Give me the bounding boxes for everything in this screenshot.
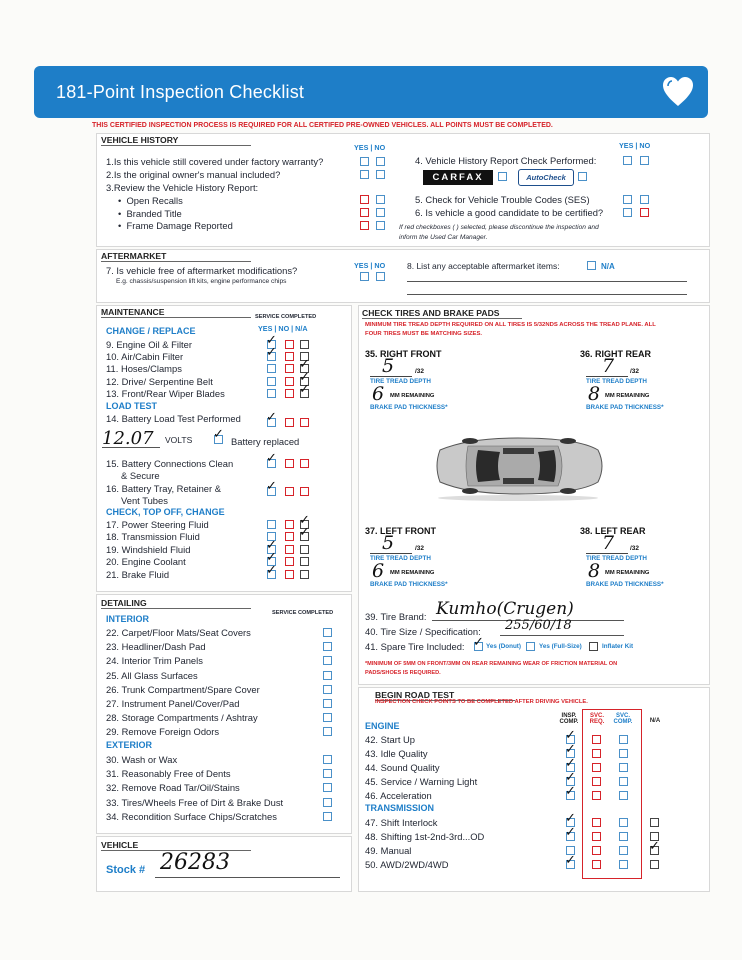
detailing-checkbox[interactable]	[323, 769, 332, 778]
q6-no-checkbox[interactable]	[640, 208, 649, 217]
engine-heading: ENGINE	[365, 721, 400, 731]
tire-brand-value[interactable]: Kumho(Crugen)	[436, 599, 574, 619]
item18-no-checkbox[interactable]	[285, 532, 294, 541]
autocheck-checkbox[interactable]	[578, 172, 587, 181]
change-replace-heading: CHANGE / REPLACE	[106, 326, 196, 336]
right-front-tread[interactable]: 5	[382, 355, 395, 377]
maint-item-16-cont: Vent Tubes	[121, 495, 168, 506]
maint-item-16: 16. Battery Tray, Retainer &	[106, 483, 221, 494]
na-checkbox[interactable]	[650, 818, 659, 827]
left-rear-tread[interactable]: 7	[602, 532, 615, 554]
item14-no-checkbox[interactable]	[285, 418, 294, 427]
checkmark-icon: ✓	[299, 525, 310, 540]
red-checkbox-note-2: inform the Used Car Manager.	[399, 234, 488, 241]
q6-yes-checkbox[interactable]	[623, 208, 632, 217]
item13-no-checkbox[interactable]	[285, 389, 294, 398]
detailing-checkbox[interactable]	[323, 783, 332, 792]
detailing-checkbox[interactable]	[323, 642, 332, 651]
tire-size-value[interactable]: 255/60/18	[505, 618, 572, 633]
detailing-checkbox[interactable]	[323, 812, 332, 821]
maintenance-title: MAINTENANCE	[101, 307, 251, 318]
checkmark-icon: ✓	[565, 756, 576, 771]
item15-no-checkbox[interactable]	[285, 459, 294, 468]
item17-no-checkbox[interactable]	[285, 520, 294, 529]
road-test-item: 44. Sound Quality	[365, 762, 440, 773]
detailing-checkbox[interactable]	[323, 798, 332, 807]
maint-item-15-cont: & Secure	[121, 470, 160, 481]
detailing-item: 28. Storage Compartments / Ashtray	[106, 712, 258, 724]
rr-tread-line	[586, 376, 628, 377]
detailing-checkbox[interactable]	[323, 656, 332, 665]
svc-columns-frame	[582, 709, 642, 879]
road-test-item: 50. AWD/2WD/4WD	[365, 859, 449, 870]
q5-yes-checkbox[interactable]	[623, 195, 632, 204]
maint-item-15: 15. Battery Connections Clean	[106, 458, 234, 469]
tread-requirement-2: FOUR TIRES MUST BE MATCHING SIZES.	[365, 331, 483, 337]
detailing-item: 32. Remove Road Tar/Oil/Stains	[106, 782, 240, 794]
item12-no-checkbox[interactable]	[285, 377, 294, 386]
carfax-logo: CARFAX	[423, 170, 493, 185]
item20-na-checkbox[interactable]	[300, 557, 309, 566]
history-item-1: 1.Is this vehicle still covered under factory warranty?	[106, 156, 324, 167]
detailing-item: 23. Headliner/Dash Pad	[106, 641, 206, 653]
road-test-item: 43. Idle Quality	[365, 748, 428, 759]
service-completed-label: SERVICE COMPLETED	[255, 314, 317, 320]
maint-item-9: 9. Engine Oil & Filter	[106, 339, 192, 350]
aftermarket-list-label: 8. List any acceptable aftermarket items:	[407, 261, 560, 271]
detailing-item: 30. Wash or Wax	[106, 754, 178, 765]
detailing-checkbox[interactable]	[323, 727, 332, 736]
checkmark-icon: ✓	[565, 784, 576, 799]
maint-item-10: 10. Air/Cabin Filter	[106, 351, 184, 362]
frame-no-checkbox[interactable]	[376, 221, 385, 230]
maintenance-yes-no-na: YES | NO | N/A	[258, 324, 308, 333]
svc-req-checkbox[interactable]	[592, 777, 601, 786]
lf-pad-label: BRAKE PAD THICKNESS*	[370, 581, 448, 588]
road-test-item: 42. Start Up	[365, 734, 416, 745]
detailing-item: 29. Remove Foreign Odors	[106, 726, 220, 738]
q1-yes-checkbox[interactable]	[360, 157, 369, 166]
maint-item-11: 11. Hoses/Clamps	[106, 363, 182, 374]
right-front-pad[interactable]: 6	[372, 383, 385, 405]
left-front-label: 37. LEFT FRONT	[365, 526, 437, 536]
svc-comp-checkbox[interactable]	[619, 832, 628, 841]
pad-minimum-note-2: PADS/SHOES IS REQUIRED.	[365, 670, 441, 676]
detailing-item: 25. All Glass Surfaces	[106, 669, 198, 681]
lr-tread-line	[586, 553, 628, 554]
volts-underline	[102, 447, 160, 448]
road-test-item: 47. Shift Interlock	[365, 817, 438, 828]
item16-na-checkbox[interactable]	[300, 487, 309, 496]
left-front-pad[interactable]: 6	[372, 560, 385, 582]
road-test-title: BEGIN ROAD TEST	[375, 690, 515, 701]
stock-underline	[155, 877, 340, 878]
q7-yes-checkbox[interactable]	[360, 272, 369, 281]
item15-na-checkbox[interactable]	[300, 459, 309, 468]
lf-tread-line	[370, 553, 412, 554]
checkmark-icon: ✓	[266, 550, 277, 565]
lf-per32: /32	[415, 545, 425, 552]
tread-requirement-1: MINIMUM TIRE TREAD DEPTH REQUIRED ON ALL TIRES IS 5/32NDS ACROSS THE TREAD PLANE. ALL	[365, 322, 656, 328]
item19-na-checkbox[interactable]	[300, 545, 309, 554]
frame-yes-checkbox[interactable]	[360, 221, 369, 230]
svc-req-checkbox[interactable]	[592, 735, 601, 744]
load-test-heading: LOAD TEST	[106, 401, 157, 411]
maint-item-12: 12. Drive/ Serpentine Belt	[106, 376, 213, 387]
spare-donut-label: Yes (Donut)	[486, 643, 521, 650]
detailing-item: 34. Recondition Surface Chips/Scratches	[106, 810, 277, 822]
rf-tread-line	[370, 376, 412, 377]
item20-no-checkbox[interactable]	[285, 557, 294, 566]
history-item-open-recalls: • Open Recalls	[118, 195, 183, 206]
volts-label: VOLTS	[165, 435, 193, 445]
detailing-title: DETAILING	[101, 598, 251, 609]
aftermarket-sub: E.g. chassis/suspension lift kits, engine performance chips	[116, 278, 287, 285]
detailing-checkbox[interactable]	[323, 699, 332, 708]
item21-no-checkbox[interactable]	[285, 570, 294, 579]
spare-tire-label: 41. Spare Tire Included:	[365, 641, 465, 652]
checkmark-icon: ✓	[649, 839, 660, 854]
q2-no-checkbox[interactable]	[376, 170, 385, 179]
svc-req-checkbox[interactable]	[592, 846, 601, 855]
aftermarket-na-label: N/A	[601, 262, 615, 271]
na-header: N/A	[649, 718, 661, 724]
item16-no-checkbox[interactable]	[285, 487, 294, 496]
vehicle-title: VEHICLE	[101, 840, 251, 851]
volts-value[interactable]: 12.07	[102, 428, 154, 449]
left-rear-label: 38. LEFT REAR	[580, 526, 646, 536]
item13-yes-checkbox[interactable]	[267, 389, 276, 398]
checkmark-icon: ✓	[565, 742, 576, 757]
item10-no-checkbox[interactable]	[285, 352, 294, 361]
detailing-item: 27. Instrument Panel/Cover/Pad	[106, 698, 240, 709]
rf-pad-label: BRAKE PAD THICKNESS*	[370, 404, 448, 411]
car-top-view-image	[428, 430, 608, 502]
maint-item-13: 13. Front/Rear Wiper Blades	[106, 388, 225, 399]
lr-tread-label: TIRE TREAD DEPTH	[586, 555, 647, 562]
svc-req-checkbox[interactable]	[592, 749, 601, 758]
aftermarket-title: AFTERMARKET	[101, 251, 251, 262]
svc-comp-checkbox[interactable]	[619, 735, 628, 744]
maint-item-20: 20. Engine Coolant	[106, 556, 186, 567]
carfax-checkbox[interactable]	[498, 172, 507, 181]
certification-notice: THIS CERTIFIED INSPECTION PROCESS IS REQUIRED FOR ALL CERTIFED PRE-OWNED VEHICLES. ALL POINTS MUST BE COMPLETED.	[92, 122, 553, 129]
spare-inflater-checkbox[interactable]	[589, 642, 598, 651]
checkmark-icon: ✓	[266, 345, 277, 360]
right-rear-pad[interactable]: 8	[588, 383, 601, 405]
checkmark-icon: ✓	[565, 811, 576, 826]
q2-yes-checkbox[interactable]	[360, 170, 369, 179]
checkmark-icon: ✓	[213, 427, 224, 442]
item19-no-checkbox[interactable]	[285, 545, 294, 554]
road-test-sub: INSPECTION CHECK POINTS TO BE COMPLETED AFTER DRIVING VEHICLE.	[375, 699, 588, 705]
aftermarket-list-line-2[interactable]	[407, 294, 687, 295]
detailing-checkbox[interactable]	[323, 671, 332, 680]
svc-comp-checkbox[interactable]	[619, 818, 628, 827]
checkmark-icon: ✓	[473, 635, 484, 650]
item21-na-checkbox[interactable]	[300, 570, 309, 579]
checkmark-icon: ✓	[565, 825, 576, 840]
item11-yes-checkbox[interactable]	[267, 364, 276, 373]
rr-mm-label: MM REMAINING	[605, 393, 650, 399]
spare-fullsize-checkbox[interactable]	[526, 642, 535, 651]
lf-mm-label: MM REMAINING	[390, 570, 435, 576]
checkmark-icon: ✓	[266, 333, 277, 348]
interior-heading: INTERIOR	[106, 614, 150, 624]
vehicle-history-title: VEHICLE HISTORY	[101, 135, 251, 146]
header-banner	[34, 66, 708, 118]
history-item-4: 4. Vehicle History Report Check Performed:	[415, 155, 597, 166]
checkmark-icon: ✓	[266, 451, 277, 466]
tires-title: CHECK TIRES AND BRAKE PADS	[362, 308, 522, 319]
detailing-item: 33. Tires/Wheels Free of Dirt & Brake Dust	[106, 796, 284, 808]
svc-comp-checkbox[interactable]	[619, 860, 628, 869]
svc-comp-checkbox[interactable]	[619, 777, 628, 786]
page-title: 181-Point Inspection Checklist	[56, 82, 305, 102]
rr-pad-label: BRAKE PAD THICKNESS*	[586, 404, 664, 411]
rf-per32: /32	[415, 368, 425, 375]
history-item-frame-damage: • Frame Damage Reported	[118, 220, 233, 231]
checkmark-icon: ✓	[299, 370, 310, 385]
lf-tread-label: TIRE TREAD DEPTH	[370, 555, 431, 562]
checkmark-icon: ✓	[565, 728, 576, 743]
tire-size-line	[500, 635, 624, 636]
svc-req-checkbox[interactable]	[592, 860, 601, 869]
aftermarket-yes-no: YES | NO	[354, 261, 386, 270]
detailing-item: 24. Interior Trim Panels	[106, 655, 203, 667]
check-top-off-heading: CHECK, TOP OFF, CHANGE	[106, 507, 225, 517]
yes-no-header-right: YES | NO	[619, 141, 651, 150]
maint-item-17: 17. Power Steering Fluid	[106, 519, 209, 530]
rf-tread-label: TIRE TREAD DEPTH	[370, 378, 431, 385]
svc-comp-header: SVC. COMP.	[613, 713, 633, 725]
exterior-heading: EXTERIOR	[106, 740, 153, 750]
item17-yes-checkbox[interactable]	[267, 520, 276, 529]
detailing-checkbox[interactable]	[323, 755, 332, 764]
svc-req-checkbox[interactable]	[592, 818, 601, 827]
right-rear-label: 36. RIGHT REAR	[580, 349, 652, 359]
aftermarket-list-line-1[interactable]	[407, 281, 687, 282]
rf-mm-label: MM REMAINING	[390, 393, 435, 399]
maint-item-19: 19. Windshield Fluid	[106, 544, 191, 555]
item14-na-checkbox[interactable]	[300, 418, 309, 427]
svc-req-checkbox[interactable]	[592, 832, 601, 841]
checkmark-icon: ✓	[565, 770, 576, 785]
spare-fullsize-label: Yes (Full-Size)	[539, 643, 582, 650]
detailing-checkbox[interactable]	[323, 713, 332, 722]
pad-minimum-note-1: *MINIMUM OF 5MM ON FRONT/3MM ON REAR REMAINING WEAR OF FRICTION MATERIAL ON	[365, 661, 618, 667]
svc-comp-checkbox[interactable]	[619, 791, 628, 800]
tire-brand-label: 39. Tire Brand:	[365, 611, 427, 622]
svc-req-checkbox[interactable]	[592, 763, 601, 772]
svc-req-header: SVC. REQ.	[589, 713, 605, 725]
lr-mm-label: MM REMAINING	[605, 570, 650, 576]
history-item-6: 6. Is vehicle a good candidate to be certified?	[415, 207, 604, 218]
q4-no-checkbox[interactable]	[640, 156, 649, 165]
road-test-item: 49. Manual	[365, 845, 412, 856]
item11-no-checkbox[interactable]	[285, 364, 294, 373]
history-item-5: 5. Check for Vehicle Trouble Codes (SES)	[415, 194, 590, 205]
history-item-branded-title: • Branded Title	[118, 208, 182, 219]
rr-per32: /32	[630, 368, 640, 375]
na-checkbox[interactable]	[650, 860, 659, 869]
battery-replaced-label: Battery replaced	[231, 436, 300, 447]
checkmark-icon: ✓	[299, 382, 310, 397]
checkmark-icon: ✓	[299, 357, 310, 372]
autocheck-logo: AutoCheck	[518, 169, 574, 186]
item12-yes-checkbox[interactable]	[267, 377, 276, 386]
branded-yes-checkbox[interactable]	[360, 208, 369, 217]
recalls-no-checkbox[interactable]	[376, 195, 385, 204]
svc-comp-checkbox[interactable]	[619, 749, 628, 758]
q4-yes-checkbox[interactable]	[623, 156, 632, 165]
svc-req-checkbox[interactable]	[592, 791, 601, 800]
aftermarket-na-checkbox[interactable]	[587, 261, 596, 270]
tire-size-label: 40. Tire Size / Specification:	[365, 626, 481, 637]
checkmark-icon: ✓	[299, 513, 310, 528]
maint-item-21: 21. Brake Fluid	[106, 569, 170, 580]
history-item-3: 3.Review the Vehicle History Report:	[106, 182, 259, 193]
insp-comp-header: INSP. COMP.	[559, 713, 579, 725]
left-rear-pad[interactable]: 8	[588, 560, 601, 582]
svc-comp-checkbox[interactable]	[619, 763, 628, 772]
road-test-item: 48. Shifting 1st-2nd-3rd...OD	[365, 831, 485, 842]
detailing-service-completed: SERVICE COMPLETED	[272, 610, 334, 616]
yes-no-header-left: YES | NO	[354, 143, 386, 152]
detailing-checkbox[interactable]	[323, 628, 332, 637]
spare-inflater-label: Inflater Kit	[602, 643, 634, 650]
checkmark-icon: ✓	[266, 563, 277, 578]
item9-no-checkbox[interactable]	[285, 340, 294, 349]
recalls-yes-checkbox[interactable]	[360, 195, 369, 204]
q7-no-checkbox[interactable]	[376, 272, 385, 281]
checkmark-icon: ✓	[266, 538, 277, 553]
right-front-label: 35. RIGHT FRONT	[365, 349, 442, 359]
q5-no-checkbox[interactable]	[640, 195, 649, 204]
detailing-checkbox[interactable]	[323, 685, 332, 694]
q1-no-checkbox[interactable]	[376, 157, 385, 166]
branded-no-checkbox[interactable]	[376, 208, 385, 217]
lr-per32: /32	[630, 545, 640, 552]
stock-number[interactable]: 26283	[160, 850, 230, 875]
transmission-heading: TRANSMISSION	[365, 803, 435, 813]
checkmark-icon: ✓	[266, 410, 277, 425]
maint-item-18: 18. Transmission Fluid	[106, 531, 200, 542]
checkmark-icon: ✓	[565, 853, 576, 868]
road-test-item: 45. Service / Warning Light	[365, 776, 478, 787]
history-item-2: 2.Is the original owner's manual included?	[106, 169, 281, 180]
right-rear-tread[interactable]: 7	[602, 355, 615, 377]
checkmark-icon: ✓	[266, 479, 277, 494]
item9-na-checkbox[interactable]	[300, 340, 309, 349]
heart-icon	[660, 74, 696, 110]
rr-tread-label: TIRE TREAD DEPTH	[586, 378, 647, 385]
lr-pad-label: BRAKE PAD THICKNESS*	[586, 581, 664, 588]
maint-item-14: 14. Battery Load Test Performed	[106, 413, 241, 424]
svc-comp-checkbox[interactable]	[619, 846, 628, 855]
stock-label: Stock #	[106, 864, 146, 876]
detailing-item: 26. Trunk Compartment/Spare Cover	[106, 683, 260, 695]
detailing-item: 31. Reasonably Free of Dents	[106, 768, 231, 780]
left-front-tread[interactable]: 5	[382, 532, 395, 554]
detailing-item: 22. Carpet/Floor Mats/Seat Covers	[106, 627, 251, 638]
road-test-item: 46. Acceleration	[365, 790, 432, 801]
red-checkbox-note-1: If red checkboxes ( ) selected, please discontinue the inspection and	[399, 224, 599, 231]
aftermarket-item-7: 7. Is vehicle free of aftermarket modifications?	[106, 265, 298, 276]
